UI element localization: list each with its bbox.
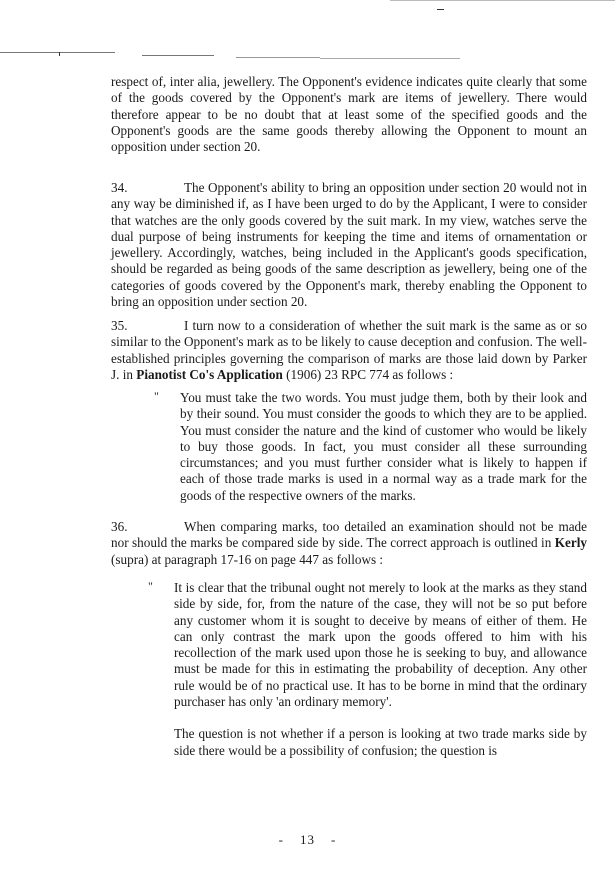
paragraph-text: The Opponent's ability to bring an opposition under section 20 would not in any way be diminished if, as I have been urged to do by the Applicant, I were to consider that watches are the only goods covered by the suit mark. In my view, watches serve the dual purpose of being instruments for keeping the time and items of ornamentation or jewellery. Accordingly, watches, being included in the Applicant's goods specification, should be regarded as being goods of the same description as jewellery, being one of the categories of goods covered by the Opponent's mark, thereby enabling the Opponent to bring an opposition under section 20. — [111, 180, 587, 310]
paragraph-number: 34. — [111, 180, 128, 195]
scan-line-artifact — [236, 57, 320, 58]
paragraph-text: (1906) 23 RPC 774 as follows : — [282, 366, 454, 382]
case-name: Pianotist Co's Application — [136, 366, 283, 382]
page-dash: - — [331, 832, 337, 847]
paragraph-text: (supra) at paragraph 17-16 on page 447 as follows : — [111, 551, 384, 567]
scan-line-artifact — [390, 0, 615, 1]
case-name: Kerly — [554, 535, 587, 551]
scan-line-artifact — [320, 58, 460, 59]
scan-line-artifact — [0, 52, 115, 53]
paragraph-text: respect of, inter alia, jewellery. The Opponent's evidence indicates quite clearly that some of the goods covered by the Opponent's mark are items of jewellery. There would therefore appear to be no doubt that at least some of the specified goods and the Opponent's goods are the same goods thereby allowing the Opponent to mount an opposition under section 20. — [111, 74, 587, 155]
paragraph-text: When comparing marks, too detailed an examination should not be made nor should the marks be compared side by side. The correct approach is outlined in — [111, 519, 587, 551]
scan-mark-artifact — [437, 9, 444, 10]
quote-block — [154, 389, 587, 504]
scan-mark-artifact — [59, 52, 60, 56]
quote-mark: " — [148, 579, 153, 593]
quote-text: It is clear that the tribunal ought not merely to look at the marks as they stand side by side, for, from the nature of the case, they will not be so put before any customer whom it is sought to deceive by means of either of them. He can only contrast the mark upon the goods offered to him with his recollection of the mark used upon those he is seeking to buy, and allowance must be made for this in estimating the probability of deception. Any other rule would be of no practical use. It has to be borne in mind that the ordinary purchaser has only 'an ordinary memory'. — [174, 580, 587, 710]
paragraph-number: 36. — [111, 519, 128, 534]
quote-continuation: The question is not whether if a person is looking at two trade marks side by side there would be a possibility of confusion; the question is — [174, 726, 587, 758]
paragraph-36 — [111, 519, 587, 568]
page-number-value: 13 — [300, 832, 315, 847]
page-dash: - — [278, 832, 284, 847]
scan-line-artifact — [142, 55, 214, 56]
quote-text: You must take the two words. You must judge them, both by their look and by their sound. You must consider the goods to which they are to be applied. You must consider the nature and the kind of customer who would be likely to buy those goods. In fact, you must consider all these surrounding circumstances; and you must further consider what is likely to happen if each of those trade marks is used in a normal way as a trade mark for the goods of the respective owners of the marks. — [180, 390, 587, 503]
quote-block — [148, 579, 587, 759]
paragraph-text: I turn now to a consideration of whether the suit mark is the same as or so similar to the Opponent's mark as to be likely to cause deception and confusion. The well-established principles governing the comparison of marks are those laid down by Parker J. in — [111, 318, 587, 382]
quote-mark: " — [154, 389, 159, 403]
paragraph-34 — [111, 180, 587, 310]
continuation-paragraph — [111, 74, 587, 155]
paragraph-35 — [111, 318, 587, 383]
paragraph-number: 35. — [111, 318, 128, 333]
page-number — [0, 832, 615, 848]
